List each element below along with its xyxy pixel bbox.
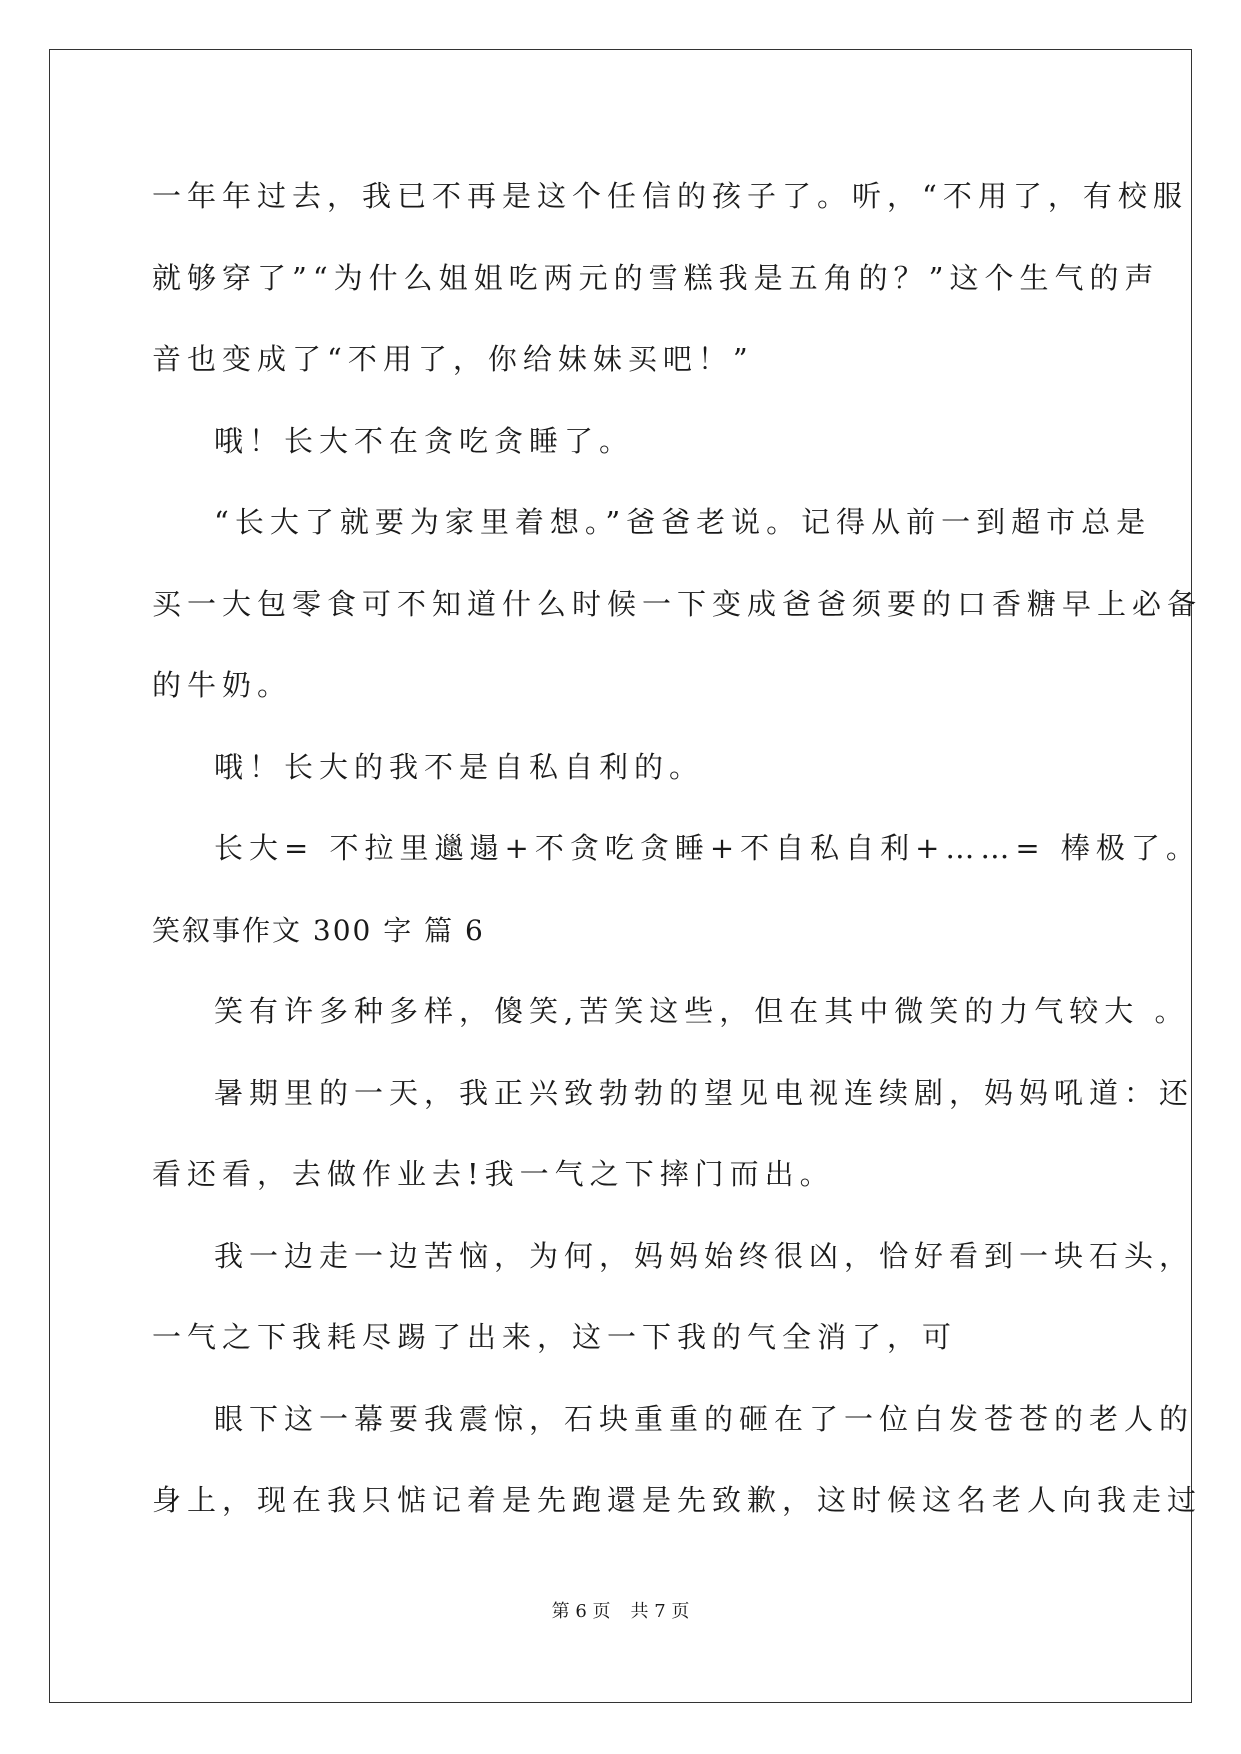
document-body: [152, 156, 1203, 1542]
text-line: 我一边走一边苦恼，为何，妈妈始终很凶，恰好看到一块石头，: [214, 1238, 1195, 1273]
text-line: 暑期里的一天，我正兴致勃勃的望见电视连续剧，妈妈吼道：还: [214, 1075, 1195, 1110]
text-line: 的牛奶。: [152, 668, 293, 702]
text-line: 一气之下我耗尽踢了出来，这一下我的气全消了，可: [152, 1320, 958, 1354]
text-line: 音也变成了“不用了，你给妹妹买吧！”: [152, 342, 754, 376]
text-line: 就够穿了”“为什么姐姐吃两元的雪糕我是五角的？”这个生气的声: [152, 260, 1160, 295]
text-line: 笑有许多种多样，傻笑,苦笑这些，但在其中微笑的力气较大 。: [214, 994, 1190, 1028]
text-line: 买一大包零食可不知道什么时候一下变成爸爸须要的口香糖早上必备: [152, 586, 1203, 621]
text-line: 哦！长大的我不是自私自利的。: [214, 749, 705, 784]
text-line: 身上，现在我只惦记着是先跑還是先致歉，这时候这名老人向我走过: [152, 1483, 1203, 1517]
text-line: 一年年过去，我已不再是这个任信的孩子了。听，“不用了，有校服: [152, 179, 1188, 213]
page-total: 共 7 页: [630, 1601, 690, 1622]
text-line: “长大了就要为家里着想。”爸爸老说。记得从前一到超市总是: [214, 505, 1152, 539]
text-line: 看还看，去做作业去!我一气之下摔门而出。: [152, 1157, 835, 1191]
text-line: 眼下这一幕要我震惊，石块重重的砸在了一位白发苍苍的老人的: [214, 1401, 1195, 1436]
text-line: 长大= 不拉里邋遢+不贪吃贪睡+不自私自利+……= 棒极了。: [214, 831, 1201, 865]
page-number: 第 6 页: [551, 1601, 611, 1622]
section-heading: 笑叙事作文 300 字 篇 6: [152, 913, 485, 947]
page-footer: [0, 1597, 1241, 1623]
text-line: 哦！长大不在贪吃贪睡了。: [214, 423, 635, 458]
